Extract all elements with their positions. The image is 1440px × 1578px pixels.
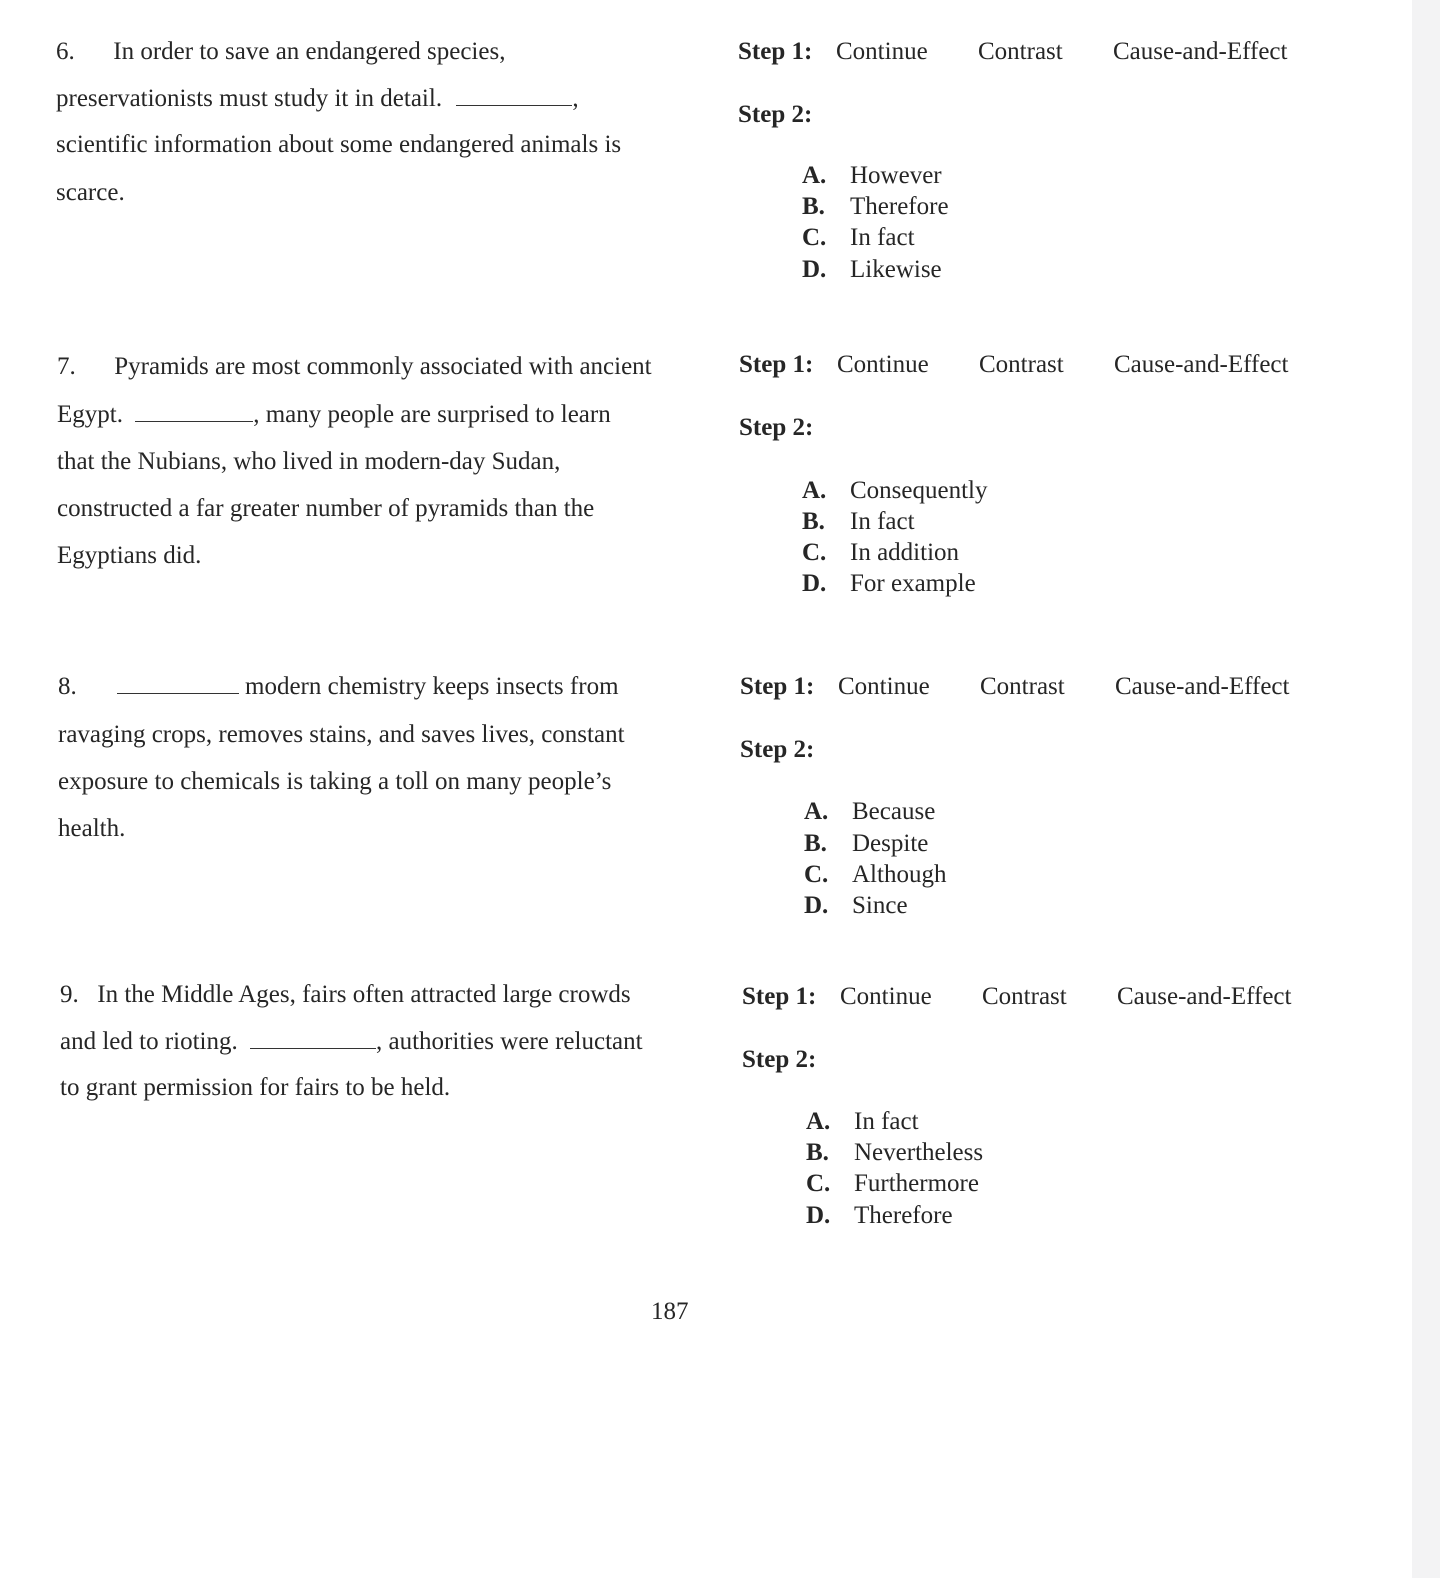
step2-label: Step 2: [740, 736, 815, 763]
choice-letter: D. [802, 256, 827, 283]
option-continue[interactable]: Continue [837, 351, 929, 378]
choice-letter: A. [804, 798, 829, 825]
choice-letter: D. [804, 892, 829, 919]
question-text-line: preservationists must study it in detail. , [56, 85, 579, 112]
choice-letter: C. [802, 224, 827, 251]
answer-choice[interactable] [802, 538, 959, 568]
choice-text: In fact [850, 508, 915, 535]
choice-letter: A. [802, 477, 827, 504]
question-text-line: scarce. [56, 179, 125, 206]
option-continue[interactable]: Continue [838, 673, 930, 700]
question-text-line: 9. In the Middle Ages, fairs often attracted large crowds [60, 981, 631, 1008]
choice-letter: B. [802, 508, 825, 535]
step1-label: Step 1: [738, 38, 813, 65]
choice-letter: D. [806, 1202, 831, 1229]
option-cause-and-effect[interactable]: Cause-and-Effect [1113, 38, 1288, 65]
answer-choice[interactable] [802, 223, 915, 253]
choice-text: Therefore [854, 1202, 953, 1229]
choice-letter: B. [802, 193, 825, 220]
question-text-line: and led to rioting. , authorities were reluctant [60, 1028, 643, 1055]
choice-letter: C. [802, 539, 827, 566]
answer-blank [117, 673, 239, 694]
choice-text: Likewise [850, 256, 942, 283]
step1-row [739, 350, 1289, 380]
answer-blank [250, 1028, 376, 1049]
choice-text: For example [850, 570, 976, 597]
choice-letter: B. [804, 830, 827, 857]
step1-label: Step 1: [739, 351, 814, 378]
answer-choice[interactable] [802, 569, 976, 599]
option-continue[interactable]: Continue [836, 38, 928, 65]
answer-choice[interactable] [802, 192, 949, 222]
question-text-line: scientific information about some endangered animals is [56, 131, 622, 158]
choice-text: In fact [850, 224, 915, 251]
step1-row [738, 37, 1288, 67]
choice-text: Nevertheless [854, 1139, 984, 1166]
answer-choice[interactable] [806, 1201, 953, 1231]
answer-choice[interactable] [802, 507, 915, 537]
question-text-line: 6. In order to save an endangered species, [56, 38, 506, 65]
option-contrast[interactable]: Contrast [978, 38, 1063, 65]
option-continue[interactable]: Continue [840, 983, 932, 1010]
question-number: 7. [57, 353, 76, 380]
choice-letter: B. [806, 1139, 829, 1166]
question-number: 6. [56, 38, 75, 65]
answer-choice[interactable] [802, 255, 942, 285]
question-text-line: exposure to chemicals is taking a toll on many people’s [58, 768, 612, 795]
step1-label: Step 1: [740, 673, 815, 700]
question-text-line: Egypt. , many people are surprised to learn [57, 401, 611, 428]
answer-choice[interactable] [804, 860, 946, 890]
question-text-line: that the Nubians, who lived in modern-day Sudan, [57, 448, 561, 475]
step1-row [740, 672, 1290, 702]
step2-label: Step 2: [742, 1046, 817, 1073]
choice-text: Despite [852, 830, 929, 857]
choice-letter: D. [802, 570, 827, 597]
option-contrast[interactable]: Contrast [980, 673, 1065, 700]
question-text-line: to grant permission for fairs to be held. [60, 1074, 451, 1101]
step1-row [742, 982, 1292, 1012]
question-text-line: constructed a far greater number of pyramids than the [57, 495, 595, 522]
page-edge-margin [1412, 0, 1440, 1578]
question-text-line: 8. modern chemistry keeps insects from [58, 673, 619, 700]
answer-blank [135, 401, 253, 422]
choice-text: Although [852, 861, 947, 888]
question-number: 9. [60, 981, 79, 1008]
option-contrast[interactable]: Contrast [979, 351, 1064, 378]
answer-choice[interactable] [804, 829, 928, 859]
answer-choice[interactable] [804, 797, 935, 827]
choice-text: In addition [850, 539, 960, 566]
option-cause-and-effect[interactable]: Cause-and-Effect [1115, 673, 1290, 700]
answer-blank [456, 85, 572, 106]
page-number: 187 [651, 1298, 689, 1325]
answer-choice[interactable] [802, 161, 942, 191]
choice-letter: C. [806, 1170, 831, 1197]
choice-text: Therefore [850, 193, 949, 220]
choice-text: However [850, 162, 942, 189]
option-cause-and-effect[interactable]: Cause-and-Effect [1114, 351, 1289, 378]
choice-letter: C. [804, 861, 829, 888]
choice-text: Because [852, 798, 936, 825]
question-text-line: ravaging crops, removes stains, and saves lives, constant [58, 721, 625, 748]
answer-choice[interactable] [802, 476, 988, 506]
step2-label: Step 2: [738, 101, 813, 128]
choice-text: Since [852, 892, 908, 919]
answer-choice[interactable] [806, 1169, 979, 1199]
step1-label: Step 1: [742, 983, 817, 1010]
answer-choice[interactable] [806, 1107, 919, 1137]
option-contrast[interactable]: Contrast [982, 983, 1067, 1010]
choice-letter: A. [802, 162, 827, 189]
question-text-line: Egyptians did. [57, 542, 202, 569]
choice-text: Consequently [850, 477, 988, 504]
answer-choice[interactable] [804, 891, 908, 921]
answer-choice[interactable] [806, 1138, 983, 1168]
question-number: 8. [58, 673, 77, 700]
choice-letter: A. [806, 1108, 831, 1135]
choice-text: In fact [854, 1108, 919, 1135]
option-cause-and-effect[interactable]: Cause-and-Effect [1117, 983, 1292, 1010]
question-text-line: health. [58, 815, 126, 842]
question-text-line: 7. Pyramids are most commonly associated with ancient [57, 353, 652, 380]
choice-text: Furthermore [854, 1170, 979, 1197]
step2-label: Step 2: [739, 414, 814, 441]
